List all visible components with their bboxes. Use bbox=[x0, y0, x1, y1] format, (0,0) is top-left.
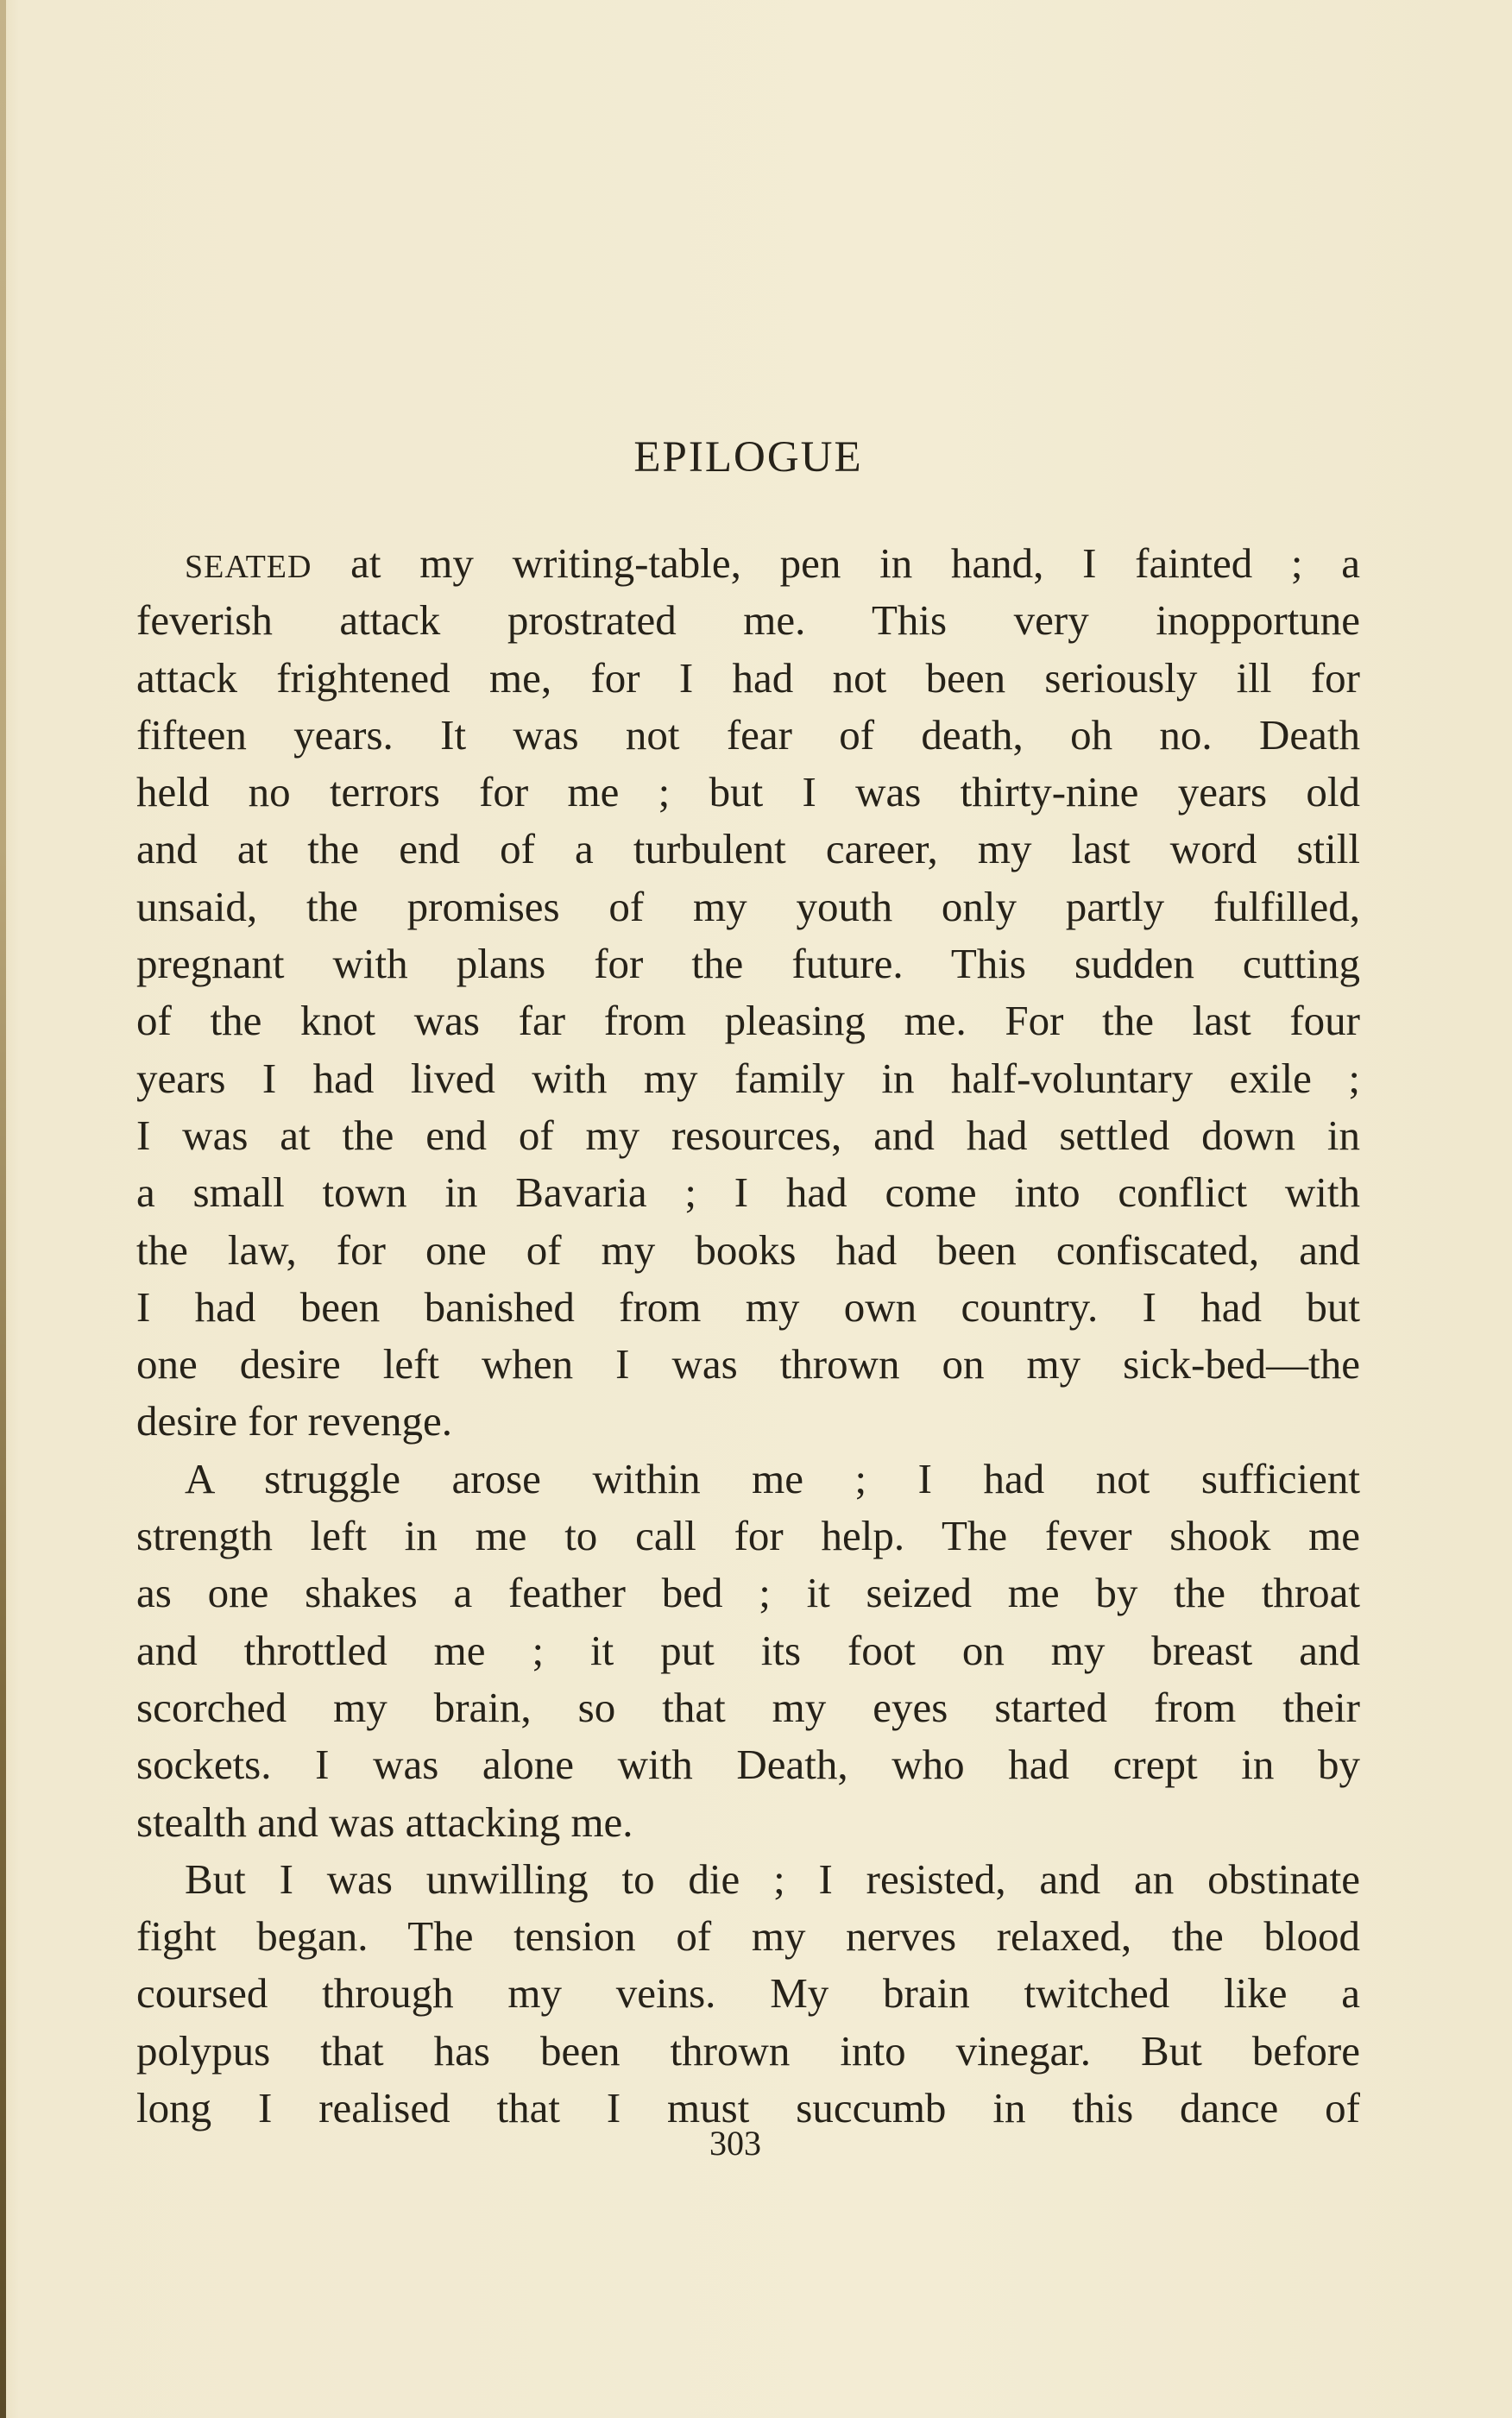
text-line: polypus that has been thrown into vinegar. But before bbox=[136, 2026, 1360, 2075]
text-line: and throttled me ; it put its foot on my breast and bbox=[136, 1626, 1360, 1674]
text-line: as one shakes a feather bed ; it seized me by the throat bbox=[136, 1569, 1360, 1617]
text-line: fight began. The tension of my nerves relaxed, the blood bbox=[136, 1912, 1360, 1961]
text-line: attack frightened me, for I had not been seriously ill for bbox=[136, 653, 1360, 702]
text-line: pregnant with plans for the future. This sudden cutting bbox=[136, 940, 1360, 988]
text-line: sockets. I was alone with Death, who had crept in by bbox=[136, 1741, 1360, 1789]
text-line: stealth and was attacking me. bbox=[136, 1798, 633, 1846]
text-line: long I realised that I must succumb in this dance of bbox=[136, 2084, 1360, 2132]
text-line: strength left in me to call for help. The fever shook me bbox=[136, 1512, 1360, 1560]
text-line: one desire left when I was thrown on my sick-bed—the bbox=[136, 1340, 1360, 1388]
body-text bbox=[136, 535, 1360, 2137]
text-line: held no terrors for me ; but I was thirty-nine years old bbox=[136, 768, 1360, 816]
text-line: But I was unwilling to die ; I resisted, and an obstinate bbox=[185, 1854, 1360, 1903]
text-line: scorched my brain, so that my eyes started from their bbox=[136, 1683, 1360, 1731]
text-line: and at the end of a turbulent career, my last word still bbox=[136, 825, 1360, 873]
dropword: SEATED bbox=[185, 549, 312, 585]
text-line: desire for revenge. bbox=[136, 1397, 452, 1445]
text-line: coursed through my veins. My brain twitched like a bbox=[136, 1969, 1360, 2018]
text-line: a small town in Bavaria ; I had come into conflict with bbox=[136, 1168, 1360, 1217]
text-line: fifteen years. It was not fear of death, oh no. Death bbox=[136, 710, 1360, 759]
text-line: A struggle arose within me ; I had not sufficient bbox=[185, 1454, 1360, 1502]
text-line: I was at the end of my resources, and had settled down in bbox=[136, 1111, 1360, 1159]
page-number: 303 bbox=[709, 2124, 761, 2163]
text-line: I had been banished from my own country. I had but bbox=[136, 1282, 1360, 1331]
text-line: feverish attack prostrated me. This very inopportune bbox=[136, 596, 1360, 645]
page-binding-edge bbox=[0, 0, 6, 2418]
text-line: of the knot was far from pleasing me. For the last four bbox=[136, 997, 1360, 1045]
text-line: unsaid, the promises of my youth only partly fulfilled, bbox=[136, 882, 1360, 930]
text-line: the law, for one of my books had been confiscated, and bbox=[136, 1225, 1360, 1274]
text-line: years I had lived with my family in half-voluntary exile ; bbox=[136, 1054, 1360, 1102]
chapter-title: EPILOGUE bbox=[633, 433, 863, 482]
text-line: SEATED at my writing-table, pen in hand, I fainted ; a bbox=[185, 539, 1360, 587]
